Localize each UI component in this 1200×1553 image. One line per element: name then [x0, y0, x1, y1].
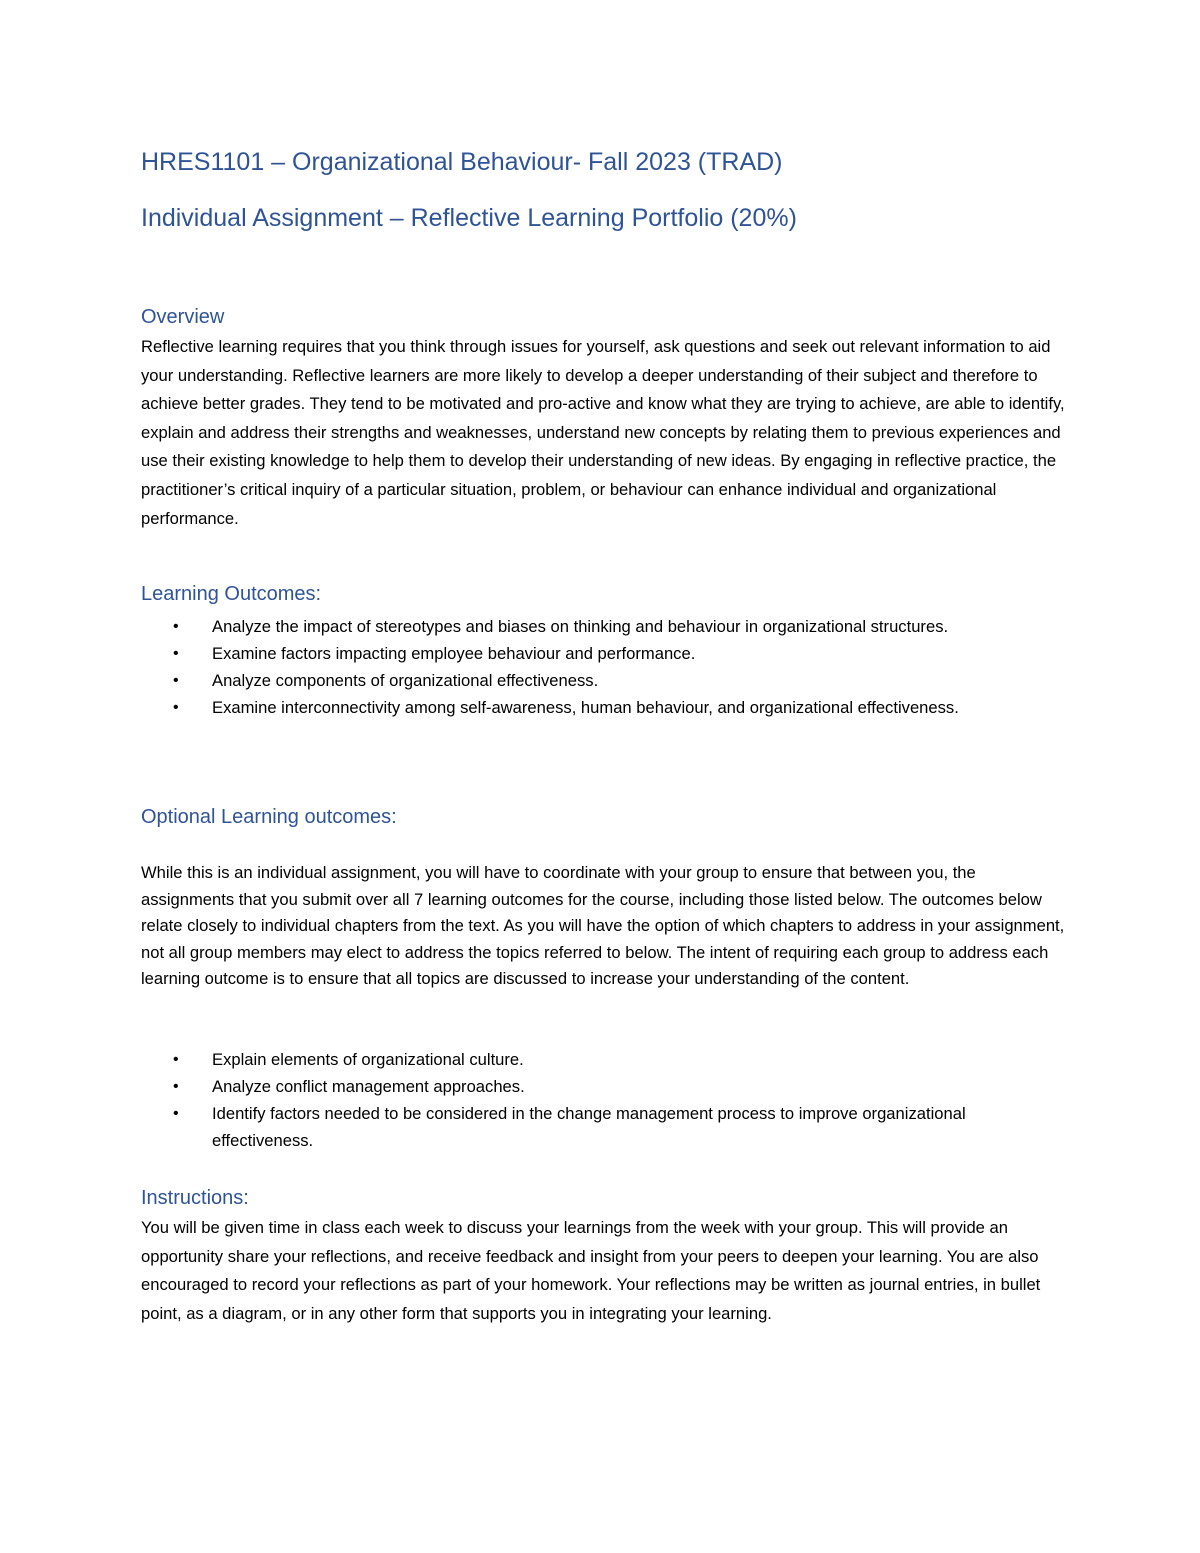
list-item — [141, 1100, 1066, 1154]
list-item-text: Examine factors impacting employee behaviour and performance. — [212, 644, 696, 663]
list-item-text: Identify factors needed to be considered in the change management process to improve organizational effectiveness. — [212, 1104, 966, 1150]
bullet-icon: • — [173, 699, 179, 716]
optional-outcomes-list — [141, 1046, 1066, 1154]
overview-heading: Overview — [141, 306, 225, 328]
overview-paragraph: Reflective learning requires that you think through issues for yourself, ask questions and seek out relevant information to aid your understanding. Reflective learners are more likely to develop a deeper understanding of their subject and therefore to achieve better grades. They tend to be motivated and pro-active and know what they are trying to achieve, are able to identify, explain and address their strengths and weaknesses, understand new concepts by relating them to previous experiences and use their existing knowledge to help them to develop their understanding of new ideas. By engaging in reflective practice, the practitioner’s critical inquiry of a particular situation, problem, or behaviour can enhance individual and organizational performance. — [141, 337, 1065, 528]
bullet-icon: • — [173, 618, 179, 635]
instructions-heading: Instructions: — [141, 1187, 249, 1209]
list-item — [141, 667, 1066, 694]
optional-outcomes-paragraph: While this is an individual assignment, you will have to coordinate with your group to ensure that between you, the assignments that you submit over all 7 learning outcomes for the course, including those listed below. The outcomes below relate closely to individual chapters from the text. As you will have the option of which chapters to address in your assignment, not all group members may elect to address the topics referred to below. The intent of requiring each group to address each learning outcome is to ensure that all topics are discussed to increase your understanding of the content. — [141, 863, 1065, 988]
list-item — [141, 1046, 1066, 1073]
bullet-icon: • — [173, 1078, 179, 1095]
list-item — [141, 613, 1066, 640]
list-item-text: Examine interconnectivity among self-awareness, human behaviour, and organizational effectiveness. — [212, 698, 959, 717]
bullet-icon: • — [173, 672, 179, 689]
list-item — [141, 640, 1066, 667]
document-title: HRES1101 – Organizational Behaviour- Fall 2023 (TRAD) — [141, 148, 783, 176]
bullet-icon: • — [173, 1105, 179, 1122]
instructions-paragraph: You will be given time in class each week to discuss your learnings from the week with your group. This will provide an opportunity share your reflections, and receive feedback and insight from your peers to deepen your learning. You are also encouraged to record your reflections as part of your homework. Your reflections may be written as journal entries, in bullet point, as a diagram, or in any other form that supports you in integrating your learning. — [141, 1218, 1041, 1323]
learning-outcomes-heading: Learning Outcomes: — [141, 583, 322, 605]
bullet-icon: • — [173, 645, 179, 662]
list-item-text: Analyze components of organizational effectiveness. — [212, 671, 599, 690]
document-subtitle: Individual Assignment – Reflective Learning Portfolio (20%) — [141, 204, 797, 232]
list-item-text: Analyze conflict management approaches. — [212, 1077, 525, 1096]
list-item — [141, 694, 1066, 721]
bullet-icon: • — [173, 1051, 179, 1068]
learning-outcomes-list — [141, 613, 1066, 721]
list-item-text: Explain elements of organizational culture. — [212, 1050, 524, 1069]
list-item-text: Analyze the impact of stereotypes and biases on thinking and behaviour in organizational structures. — [212, 617, 949, 636]
list-item — [141, 1073, 1066, 1100]
optional-outcomes-heading: Optional Learning outcomes: — [141, 806, 397, 828]
